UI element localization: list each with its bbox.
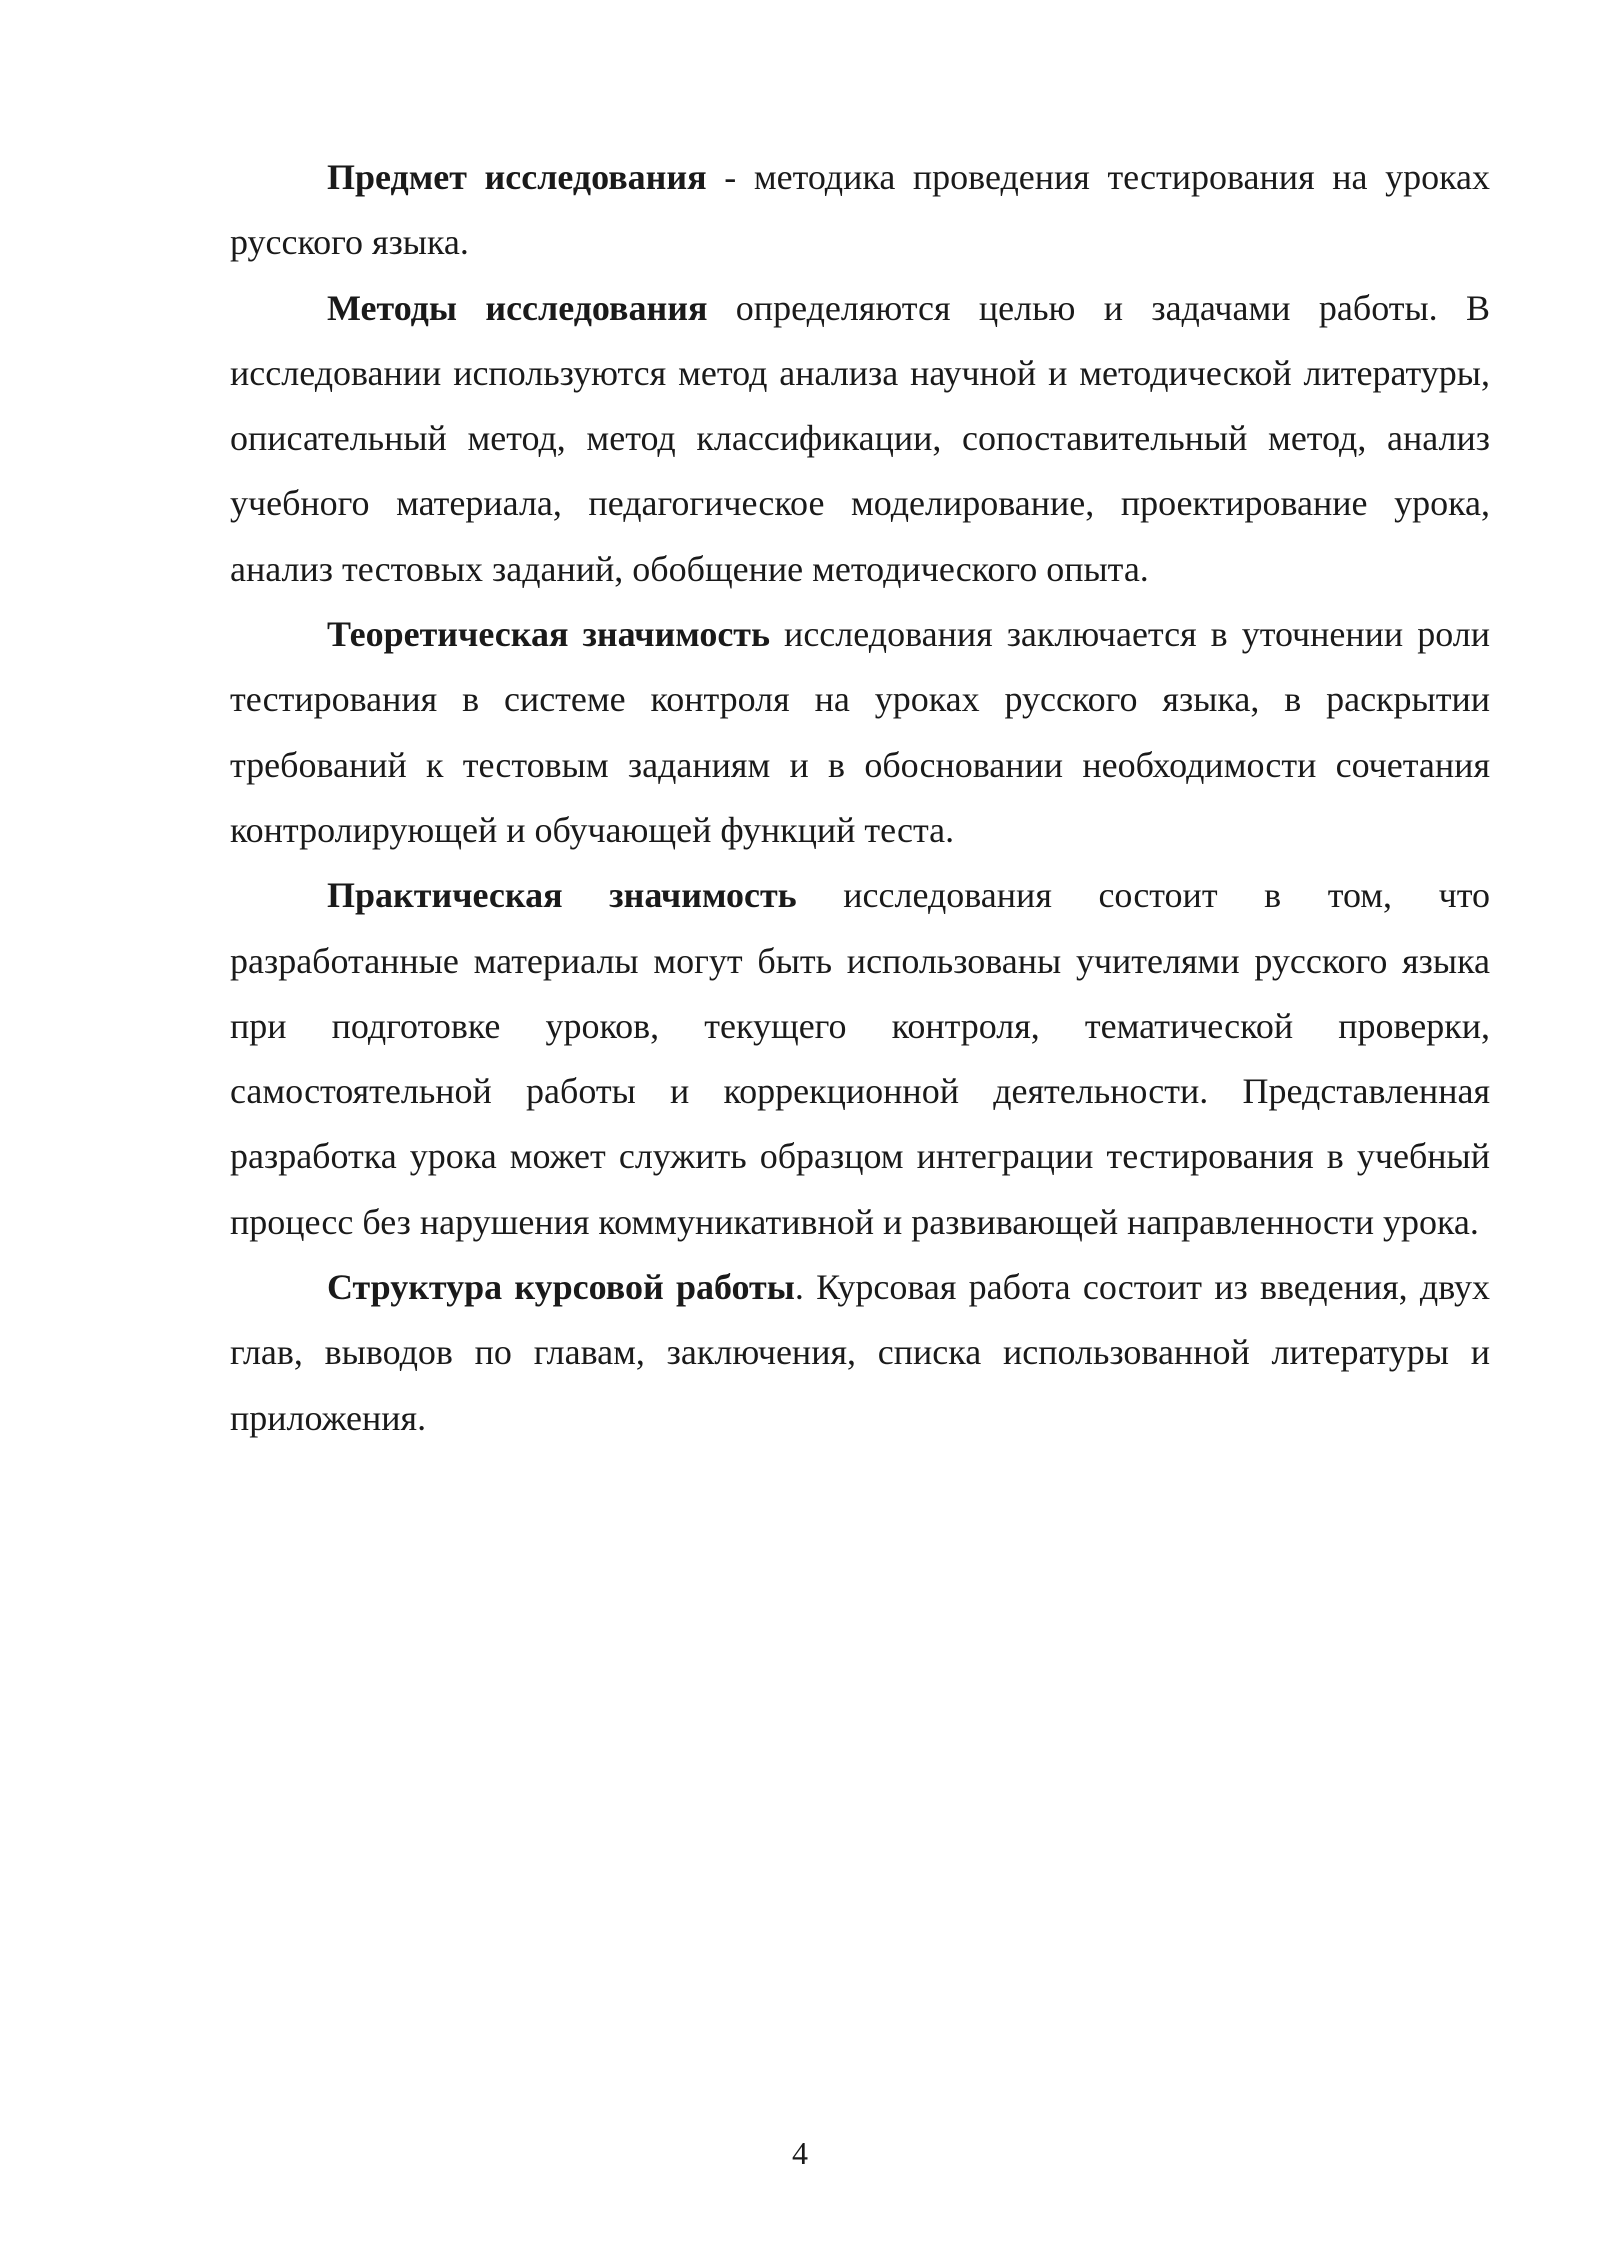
paragraph-text: исследования заключается в уточнении роли тестирования в системе контроля на уроках русского языка, в раскрытии требований к тестовым заданиям и в обосновании необходимости сочетания контролирующей и обучающей функций теста. bbox=[230, 614, 1490, 850]
term-theoretical-significance: Теоретическая значимость bbox=[327, 614, 771, 655]
paragraph-work-structure bbox=[230, 1255, 1490, 1451]
paragraph-theoretical-significance bbox=[230, 602, 1490, 863]
paragraph-research-methods bbox=[230, 276, 1490, 602]
paragraph-text: . Курсовая работа состоит из введения, двух глав, выводов по главам, заключения, списка использованной литературы и приложения. bbox=[230, 1267, 1490, 1438]
term-research-subject: Предмет исследования bbox=[327, 157, 707, 197]
page-body bbox=[230, 145, 1490, 1451]
paragraph-text: исследования состоит в том, что разработанные материалы могут быть использованы учителями русского языка при подготовке уроков, текущего контроля, тематической проверки, самостоятельной работы и коррекционной деятельности. Представленная разработка урока может служить образцом интеграции тестирования в учебный процесс без нарушения коммуникативной и развивающей направленности урока. bbox=[230, 875, 1490, 1242]
term-work-structure: Структура курсовой работы bbox=[327, 1267, 795, 1308]
paragraph-practical-significance bbox=[230, 863, 1490, 1255]
paragraph-text: - методика проведения тестирования на уроках русского языка. bbox=[230, 157, 1490, 263]
page-number: 4 bbox=[792, 2135, 808, 2171]
term-research-methods: Методы исследования bbox=[327, 287, 708, 328]
paragraph-research-subject bbox=[230, 145, 1490, 276]
paragraph-text: определяются целью и задачами работы. В исследовании используются метод анализа научной и методической литературы, описательный метод, метод классификации, сопоставительный метод, анализ учебного материала, педагогическое моделирование, проектирование урока, анализ тестовых заданий, обобщение методического опыта. bbox=[230, 287, 1490, 589]
term-practical-significance: Практическая значимость bbox=[327, 875, 797, 916]
